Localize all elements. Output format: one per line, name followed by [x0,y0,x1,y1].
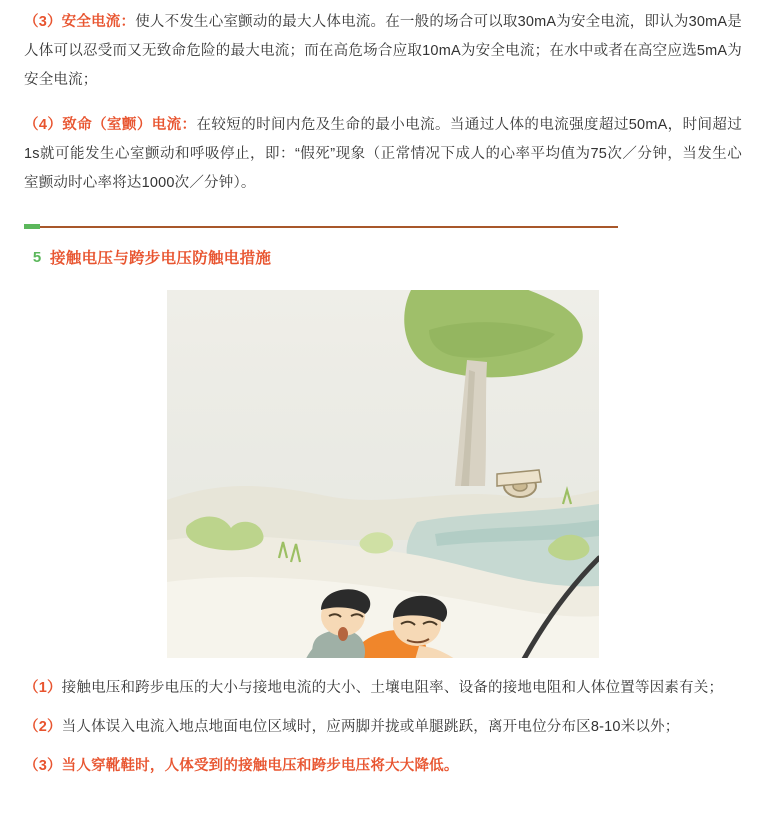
section-title: 接触电压与跨步电压防触电措施 [50,250,272,267]
paragraph-factors [24,674,742,703]
paragraph-lead-label: （2） [24,719,62,735]
paragraph-lead-label: （4）致命（室颤）电流： [24,117,197,133]
paragraph-lead-label: （3） [24,758,62,774]
rule-accent-brown [40,226,618,228]
paragraph-body-text: 当人体误入电流入地点地面电位区域时，应两脚并拢或单腿跳跃，离开电位分布区8-10米以外； [61,719,680,735]
paragraph-lead-label: （1） [24,680,62,696]
paragraph-spacer [24,101,742,111]
section-rule [24,224,738,232]
paragraph-body-text: 在较短的时间内危及生命的最小电流。当通过人体的电流强度超过50mA，时间超过1s就可能发生心室颤动和呼吸停止，即：“假死”现象（正常情况下成人的心率平均值为75次／分钟，当发生心室颤动时心率将达1000次／分钟）。 [24,117,743,191]
illustration-svg [167,290,599,658]
section-divider-block [24,224,742,268]
paragraph-body-text: 接触电压和跨步电压的大小与接地电流的大小、土壤电阻率、设备的接地电阻和人体位置等因素有关； [61,680,724,696]
paragraph-safe-current [24,8,742,95]
bottom-paragraph-block [24,674,742,781]
section-number: 5 [32,248,42,266]
paragraph-body-text: 当人穿靴鞋时，人体受到的接触电压和跨步电压将大大降低。 [61,758,459,774]
paragraph-lead-label: （3）安全电流： [24,14,136,30]
paragraph-body-text: 使人不发生心室颤动的最大人体电流。在一般的场合可以取30mA为安全电流，即认为30mA是人体可以忍受而又无致命危险的最大电流；而在高危场合应取10mA为安全电流；在水中或者在高空应选5mA为安全电流； [24,14,742,88]
paragraph-boots-protection [24,752,742,781]
section-heading [24,246,742,268]
cartoon-rescue-illustration [167,290,599,658]
top-paragraph-block [24,8,742,198]
rule-accent-green [24,224,40,229]
paragraph-escape-method [24,713,742,742]
paragraph-fatal-current [24,111,742,198]
